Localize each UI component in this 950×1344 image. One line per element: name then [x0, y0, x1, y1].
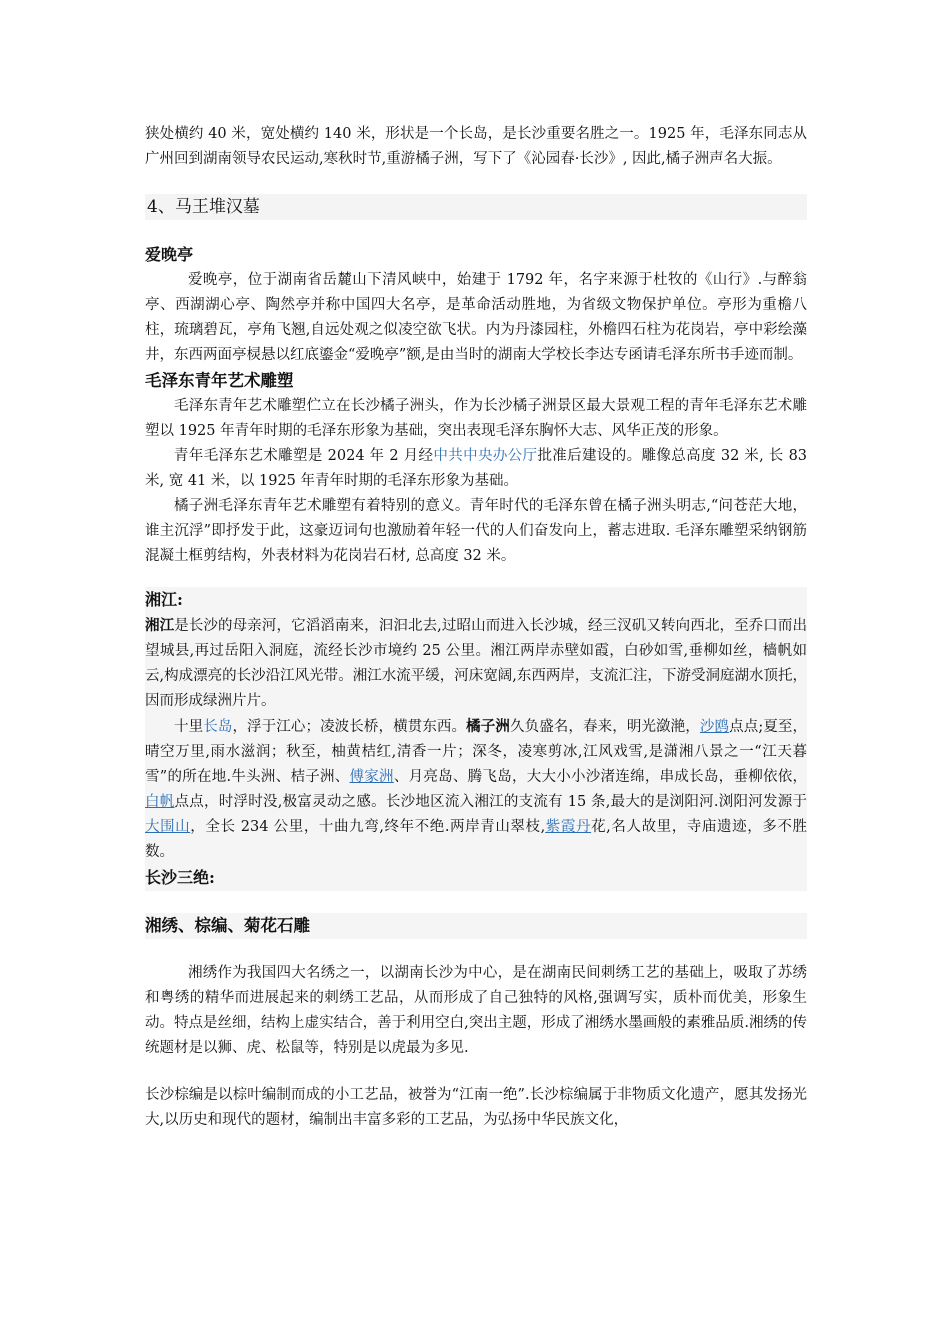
xiangjiang-block — [145, 587, 807, 891]
intro-paragraph: 狭处横约 40 米，宽处横约 140 米，形状是一个长岛，是长沙重要名胜之一。1925 年，毛泽东同志从广州回到湖南领导农民运动,寒秋时节,重游橘子洲，写下了《沁园春·长沙》, 因此,橘子洲声名大振。 — [145, 126, 807, 167]
xiangjiang-paragraph-1: 湘江是长沙的母亲河，它滔滔南来，汩汩北去,过昭山而进入长沙城，经三汊矶又转向西北，至乔口而出望城县,再过岳阳入洞庭，流经长沙市境约 25 公里。湘江两岸赤壁如霞，白砂如雪,垂柳如丝，樯帆如云,构成漂亮的长沙沿江风光带。湘江水流平缓，河床宽阔,东西两岸，支流汇注，下游受洞庭湖水顶托，因而形成绿洲片片。 — [145, 617, 807, 709]
heading-xiangjiang: 湘江: — [145, 590, 183, 609]
sculpture-paragraph-3: 橘子洲毛泽东青年艺术雕塑有着特别的意义。青年时代的毛泽东曾在橘子洲头明志,“问苍茫大地，谁主沉浮”即抒发于此，这豪迈词句也激励着年轻一代的人们奋发向上，蓄志进取. 毛泽东雕塑采纳钢筋混凝土框剪结构，外表材料为花岗岩石材, 总高度 32 米。 — [145, 498, 807, 564]
heading-crafts: 湘绣、棕编、菊花石雕 — [145, 913, 807, 939]
aiwanting-paragraph: 爱晚亭，位于湖南省岳麓山下清风峡中，始建于 1792 年，名字来源于杜牧的《山行》.与醉翁亭、西湖湖心亭、陶然亭并称中国四大名亭，是革命活动胜地，为省级文物保护单位。亭形为重檐八柱，琉璃碧瓦，亭角飞翘,自远处观之似凌空欲飞状。内为丹漆园柱，外檐四石柱为花岗岩，亭中彩绘藻井，东西两面亭棂悬以红底鎏金“爱晚亭”额,是由当时的湖南大学校长李达专函请毛泽东所书手迹而制。 — [145, 272, 807, 363]
section-heading-mawangdui: 4、马王堆汉墓 — [145, 194, 807, 220]
link-changdao[interactable]: 长岛 — [203, 719, 233, 735]
heading-sanjue: 长沙三绝: — [145, 868, 215, 887]
heading-aiwanting: 爱晚亭 — [145, 245, 194, 264]
sculpture-paragraph-2: 青年毛泽东艺术雕塑是 2024 年 2 月经中共中央办公厅批准后建设的。雕像总高度 32 米, 长 83 米, 宽 41 米，以 1925 年青年时期的毛泽东形象为基础。 — [145, 448, 808, 489]
link-general-office[interactable]: 中共中央办公厅 — [433, 448, 538, 464]
sculpture-paragraph-1: 毛泽东青年艺术雕塑伫立在长沙橘子洲头，作为长沙橘子洲景区最大景观工程的青年毛泽东艺术雕塑以 1925 年青年时期的毛泽东形象为基础，突出表现毛泽东胸怀大志、风华正茂的形象。 — [145, 398, 807, 439]
link-zixiadan[interactable]: 紫霞丹 — [545, 819, 592, 835]
link-daweishan[interactable]: 大围山 — [145, 819, 191, 835]
link-shaou[interactable]: 沙鸥 — [699, 719, 730, 735]
crafts-paragraph-xiangxiu: 湘绣作为我国四大名绣之一，以湖南长沙为中心，是在湖南民间刺绣工艺的基础上，吸取了苏绣和粤绣的精华而进展起来的刺绣工艺品，从而形成了自己独特的风格,强调写实，质朴而优美，形象生动。特点是丝细，结构上虚实结合，善于利用空白,突出主题，形成了湘绣水墨画般的素雅品质.湘绣的传统题材是以狮、虎、松鼠等，特别是以虎最为多见. — [145, 965, 807, 1056]
heading-sculpture: 毛泽东青年艺术雕塑 — [145, 371, 294, 390]
link-baifan[interactable]: 白帆 — [145, 794, 175, 810]
link-fujiazhou[interactable]: 傅家洲 — [349, 769, 394, 785]
xiangjiang-paragraph-2: 十里长岛，浮于江心；凌波长桥，横贯东西。橘子洲久负盛名，春来，明光潋滟，沙鸥点点;夏至，晴空万里,雨水滋润；秋至，柚黄桔红,清香一片；深冬，凌寒剪冰,江风戏雪,是潇湘八景之一“江天暮雪”的所在地.牛头洲、桔子洲、傅家洲、月亮岛、腾飞岛，大大小小沙渚连绵，串成长岛，垂柳依依，白帆点点，时浮时没,极富灵动之感。长沙地区流入湘江的支流有 15 条,最大的是浏阳河.浏阳河发源于大围山，全长 234 公里，十曲九弯,终年不绝.两岸青山翠枝,紫霞丹花,名人故里，寺庙遗迹，多不胜数。 — [145, 718, 808, 860]
document-page — [145, 122, 807, 1133]
crafts-paragraph-zongbian: 长沙棕编是以棕叶编制而成的小工艺品，被誉为“江南一绝”.长沙棕编属于非物质文化遗产，愿其发扬光大,以历史和现代的题材，编制出丰富多彩的工艺品，为弘扬中华民族文化， — [145, 1087, 807, 1128]
